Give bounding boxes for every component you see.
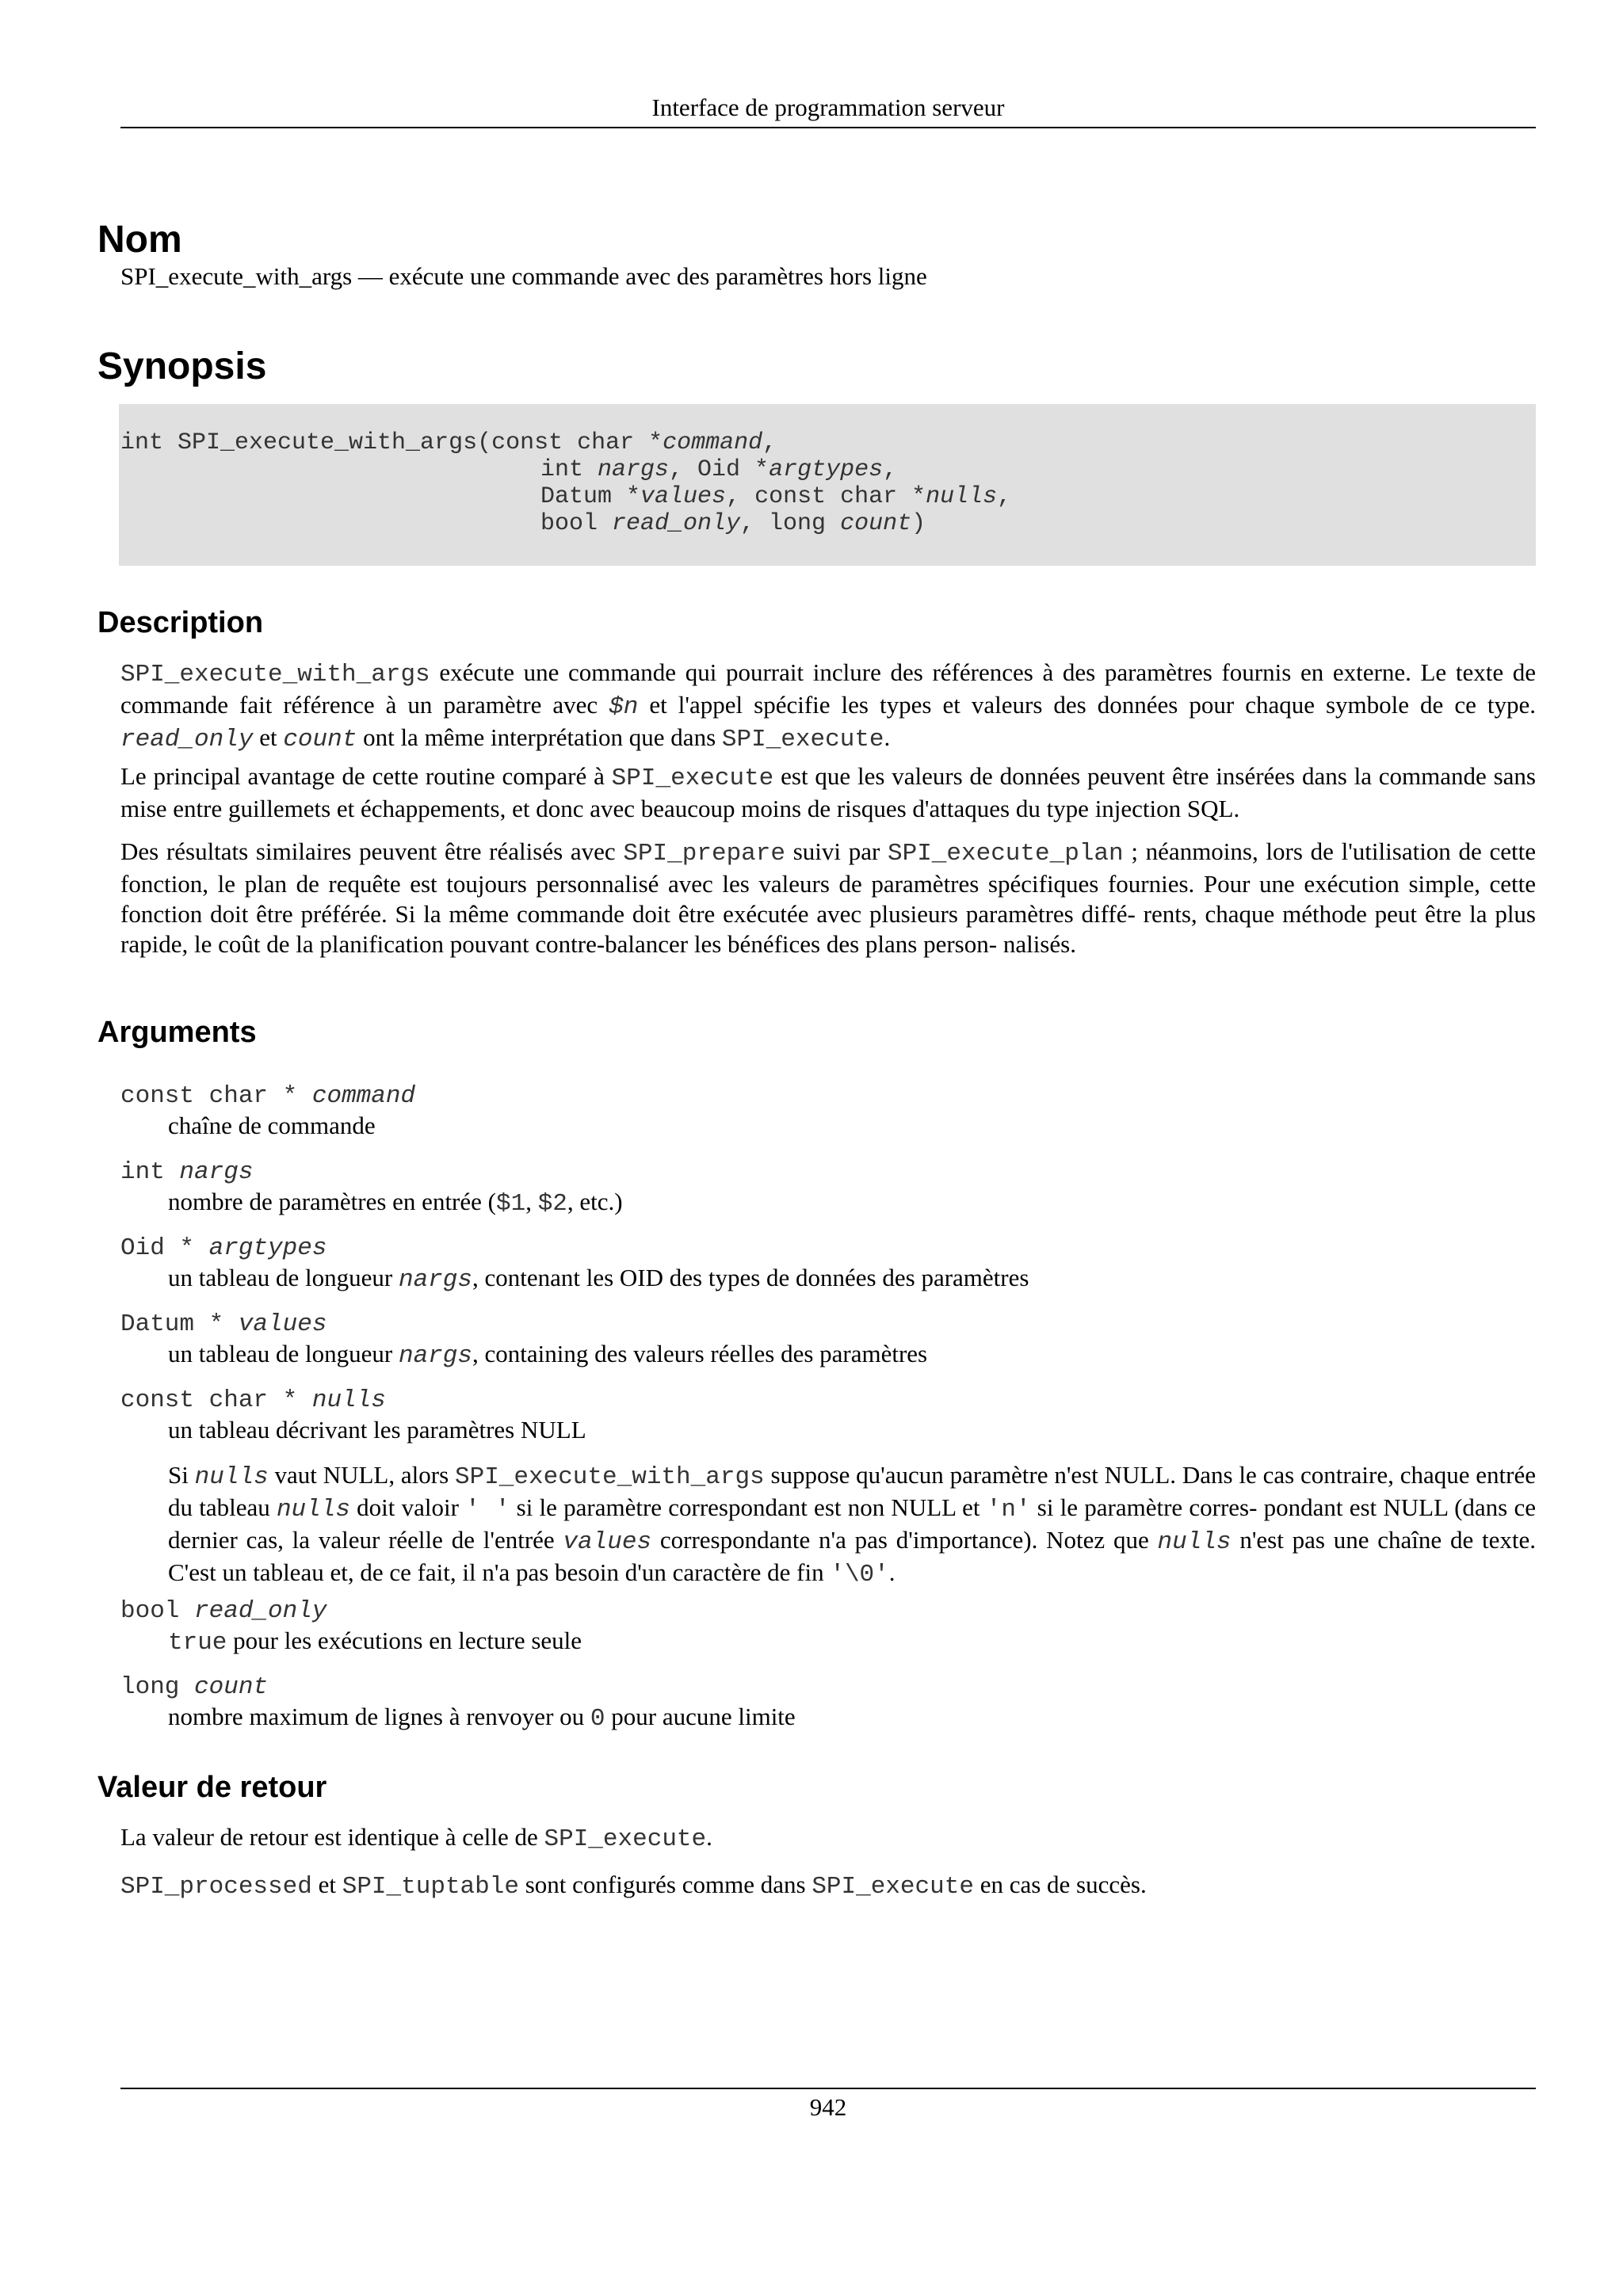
footer-rule xyxy=(120,2088,1536,2089)
description-paragraph-2: Le principal avantage de cette routine comparé à SPI_execute est que les valeurs de données peuvent être insérées dans la commande sans mise entre guillemets et échappements, et donc avec beaucoup moins de risques d'attaques du type injection SQL. xyxy=(120,762,1536,822)
page-number: 942 xyxy=(809,2093,847,2121)
arg-term-count: long count xyxy=(120,1673,269,1701)
arg-desc-nargs: nombre de paramètres en entrée ($1, $2, etc.) xyxy=(168,1188,623,1218)
heading-return-value: Valeur de retour xyxy=(97,1771,327,1804)
description-paragraph-1: SPI_execute_with_args exécute une commande qui pourrait inclure des références à des paramètres fournis en externe. Le texte de commande fait référence à un paramètre avec $n et l'appel spécifie les types et valeurs des données pour chaque symbole de ce type. read_only et count ont la même interprétation que dans SPI_execute. xyxy=(120,658,1536,753)
arg-nulls-detail: Si nulls vaut NULL, alors SPI_execute_with_args suppose qu'aucun paramètre n'est NULL. Dans le cas contraire, chaque entrée du tableau nulls doit valoir ' ' si le paramètre correspondant est non NULL et 'n' si le paramètre corres- pondant est NULL (dans ce dernier cas, la valeur réelle de l'entrée values correspondante n'a pas d'importance). Notez que nulls n'est pas une chaîne de texte. C'est un tableau et, de ce fait, il n'a pas besoin d'un caractère de fin '\0'. xyxy=(168,1461,1537,1589)
arg-term-nulls: const char * nulls xyxy=(120,1386,386,1414)
return-paragraph-2: SPI_processed et SPI_tuptable sont configurés comme dans SPI_execute en cas de succès. xyxy=(120,1871,1147,1901)
arg-term-values: Datum * values xyxy=(120,1310,327,1338)
arg-desc-count: nombre maximum de lignes à renvoyer ou 0 pour aucune limite xyxy=(168,1703,796,1733)
arg-desc-read-only: true pour les exécutions en lecture seule xyxy=(168,1627,582,1657)
arg-term-read-only: bool read_only xyxy=(120,1597,327,1625)
header-rule xyxy=(120,127,1536,128)
nom-text: SPI_execute_with_args — exécute une commande avec des paramètres hors ligne xyxy=(120,262,927,290)
arg-desc-command: chaîne de commande xyxy=(168,1112,376,1139)
heading-description: Description xyxy=(97,606,264,639)
heading-nom: Nom xyxy=(97,219,182,261)
description-paragraph-3: Des résultats similaires peuvent être réalisés avec SPI_prepare suivi par SPI_execute_plan ; néanmoins, lors de l'utilisation de cette fonction, le plan de requête est toujours personnalisé avec les valeurs de paramètres spécifiques fournies. Pour une exécution simple, cette fonction doit être préférée. Si la même commande doit être exécutée avec plusieurs paramètres diffé- rents, chaque méthode peut être la plus rapide, le coût de la planification pouvant contre-balancer les bénéfices des plans person- nalisés. xyxy=(120,837,1536,958)
running-header: Interface de programmation serveur xyxy=(651,93,1005,121)
arg-desc-nulls: un tableau décrivant les paramètres NULL xyxy=(168,1416,586,1444)
arg-term-argtypes: Oid * argtypes xyxy=(120,1234,327,1262)
heading-synopsis: Synopsis xyxy=(97,345,267,387)
synopsis-line-4: bool read_only, long count) xyxy=(540,510,926,537)
arg-desc-argtypes: un tableau de longueur nargs, contenant les OID des types de données des paramètres xyxy=(168,1264,1029,1294)
synopsis-line-1: int SPI_execute_with_args(const char *command, xyxy=(120,429,777,456)
arg-term-command: const char * command xyxy=(120,1082,416,1110)
synopsis-code-block xyxy=(119,404,1536,566)
return-paragraph-1: La valeur de retour est identique à celle de SPI_execute. xyxy=(120,1823,712,1853)
heading-arguments: Arguments xyxy=(97,1016,257,1049)
synopsis-line-3: Datum *values, const char *nulls, xyxy=(540,483,1012,510)
arg-desc-values: un tableau de longueur nargs, containing des valeurs réelles des paramètres xyxy=(168,1340,928,1370)
arg-term-nargs: int nargs xyxy=(120,1158,254,1186)
synopsis-line-2: int nargs, Oid *argtypes, xyxy=(540,456,898,483)
